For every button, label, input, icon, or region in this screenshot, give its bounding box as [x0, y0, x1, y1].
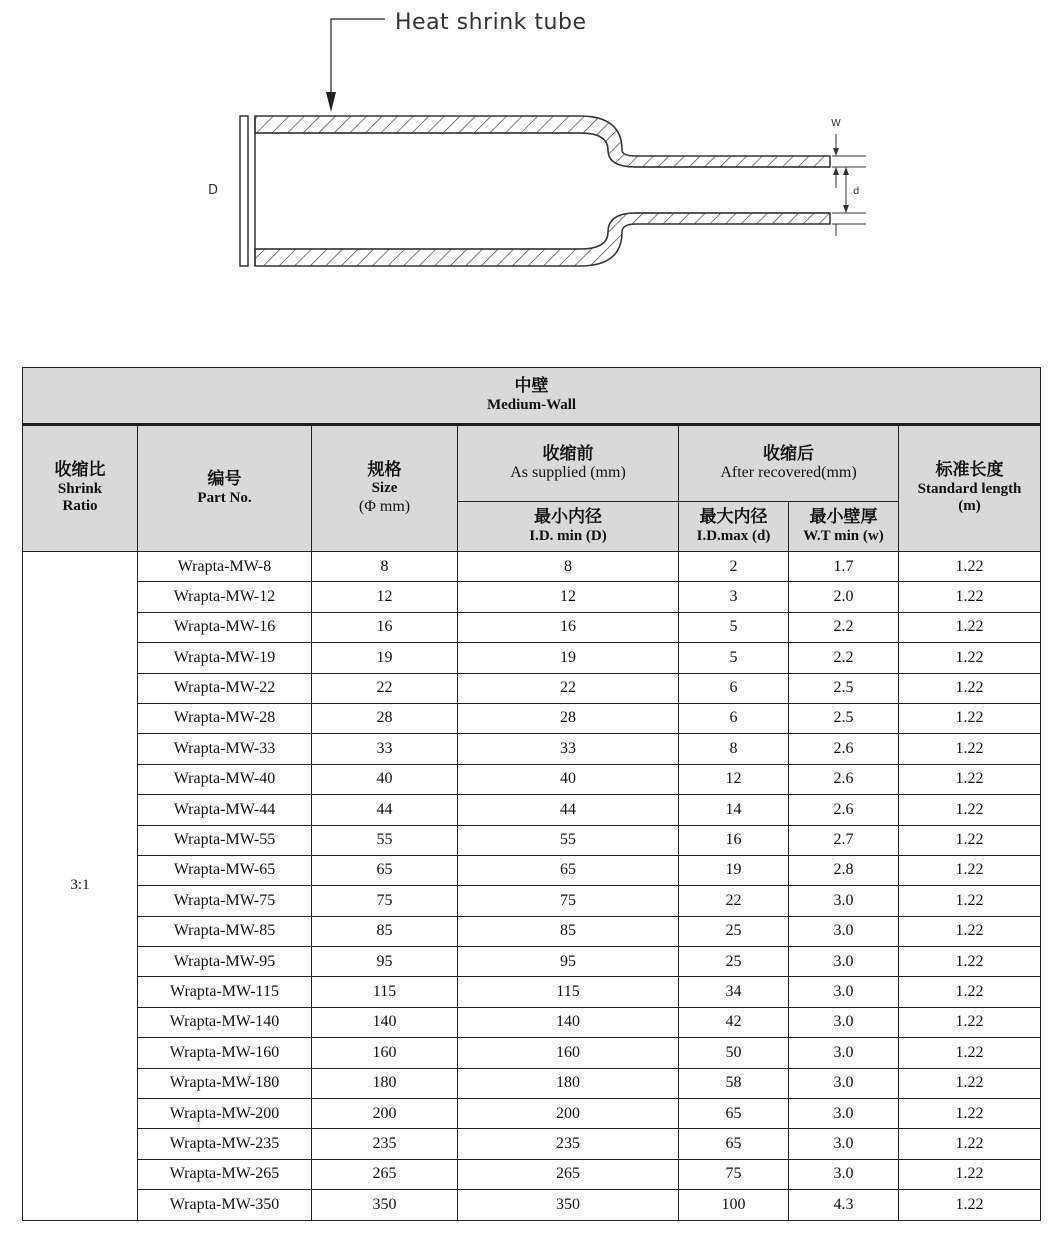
- cell-size: 55: [312, 825, 458, 855]
- cell-size: 115: [312, 977, 458, 1007]
- header-ratio-en-1: Shrink: [57, 481, 103, 498]
- header-id-min-cn: 最小内径: [534, 507, 602, 528]
- cell-id-min: 75: [458, 886, 679, 916]
- title-cn: 中壁: [514, 376, 549, 397]
- cell-wt-min: 3.0: [789, 977, 899, 1007]
- table-row: [23, 1068, 1041, 1098]
- cell-length: 1.22: [899, 643, 1041, 673]
- table-row: [23, 795, 1041, 825]
- cell-size: 235: [312, 1129, 458, 1159]
- header-ratio-en-2: Ratio: [62, 498, 98, 515]
- cell-part: Wrapta-MW-65: [138, 855, 312, 885]
- callout-leader: [326, 19, 385, 112]
- wall-thickness-W-label: W: [831, 118, 841, 129]
- cell-id-min: 115: [458, 977, 679, 1007]
- header-length-en: Standard length: [917, 481, 1022, 498]
- cell-id-max: 25: [679, 947, 789, 977]
- cell-id-max: 6: [679, 673, 789, 703]
- cell-id-min: 85: [458, 916, 679, 946]
- header-id-min: [458, 502, 679, 552]
- cell-id-max: 12: [679, 764, 789, 794]
- cell-wt-min: 3.0: [789, 1068, 899, 1098]
- tube-wall-bottom: [255, 213, 830, 266]
- cell-id-min: 65: [458, 855, 679, 885]
- cell-size: 16: [312, 612, 458, 642]
- table-row: [23, 1190, 1041, 1220]
- cell-id-max: 5: [679, 643, 789, 673]
- table-row: [23, 825, 1041, 855]
- cell-size: 265: [312, 1159, 458, 1189]
- cell-id-max: 58: [679, 1068, 789, 1098]
- cell-size: 8: [312, 552, 458, 582]
- header-wt-min-cn: 最小壁厚: [809, 507, 878, 528]
- cell-id-min: 28: [458, 703, 679, 733]
- cell-id-min: 40: [458, 764, 679, 794]
- cell-size: 160: [312, 1038, 458, 1068]
- cell-id-max: 19: [679, 855, 789, 885]
- cell-id-max: 16: [679, 825, 789, 855]
- header-part-cn: 编号: [207, 469, 242, 490]
- cell-wt-min: 2.6: [789, 734, 899, 764]
- cell-id-min: 44: [458, 795, 679, 825]
- cell-wt-min: 3.0: [789, 1159, 899, 1189]
- cell-id-max: 25: [679, 916, 789, 946]
- cell-wt-min: 3.0: [789, 1129, 899, 1159]
- table-row: [23, 947, 1041, 977]
- cell-part: Wrapta-MW-160: [138, 1038, 312, 1068]
- cell-size: 28: [312, 703, 458, 733]
- cell-length: 1.22: [899, 1007, 1041, 1037]
- cell-part: Wrapta-MW-115: [138, 977, 312, 1007]
- cell-wt-min: 2.0: [789, 582, 899, 612]
- header-supplied-cn: 收缩前: [542, 443, 594, 464]
- cell-wt-min: 2.6: [789, 764, 899, 794]
- cell-id-min: 55: [458, 825, 679, 855]
- header-supplied-en: As supplied (mm): [510, 464, 626, 482]
- cell-part: Wrapta-MW-140: [138, 1007, 312, 1037]
- table-row: [23, 703, 1041, 733]
- cell-length: 1.22: [899, 673, 1041, 703]
- header-wt-min-en: W.T min (w): [803, 527, 884, 544]
- cell-length: 1.22: [899, 552, 1041, 582]
- cell-id-min: 16: [458, 612, 679, 642]
- table-row: [23, 1007, 1041, 1037]
- callout-label: Heat shrink tube: [395, 10, 587, 35]
- cell-length: 1.22: [899, 795, 1041, 825]
- cell-id-min: 200: [458, 1099, 679, 1129]
- cell-id-min: 33: [458, 734, 679, 764]
- cell-part: Wrapta-MW-350: [138, 1190, 312, 1220]
- cell-id-max: 14: [679, 795, 789, 825]
- header-recovered-en: After recovered(mm): [720, 464, 857, 482]
- cell-wt-min: 2.2: [789, 643, 899, 673]
- table-row: [23, 1038, 1041, 1068]
- cell-size: 44: [312, 795, 458, 825]
- header-ratio-cn: 收缩比: [54, 460, 106, 481]
- diameter-D-label: D: [208, 183, 219, 198]
- table-row: [23, 1099, 1041, 1129]
- cell-size: 350: [312, 1190, 458, 1220]
- cell-id-min: 140: [458, 1007, 679, 1037]
- cell-size: 40: [312, 764, 458, 794]
- cell-part: Wrapta-MW-40: [138, 764, 312, 794]
- cell-length: 1.22: [899, 1038, 1041, 1068]
- cell-length: 1.22: [899, 855, 1041, 885]
- header-wt-min: [789, 502, 899, 552]
- cell-id-max: 65: [679, 1099, 789, 1129]
- cell-size: 200: [312, 1099, 458, 1129]
- cell-id-min: 8: [458, 552, 679, 582]
- cell-id-min: 235: [458, 1129, 679, 1159]
- cell-size: 85: [312, 916, 458, 946]
- cell-wt-min: 2.7: [789, 825, 899, 855]
- table-row: [23, 643, 1041, 673]
- cell-wt-min: 2.5: [789, 673, 899, 703]
- header-id-max-en: I.D.max (d): [696, 527, 771, 544]
- cell-wt-min: 2.2: [789, 612, 899, 642]
- cell-length: 1.22: [899, 1159, 1041, 1189]
- table-row: [23, 916, 1041, 946]
- tube-wall-top: [255, 116, 830, 167]
- cell-wt-min: 3.0: [789, 947, 899, 977]
- table-body: [23, 552, 1041, 1221]
- cell-id-min: 265: [458, 1159, 679, 1189]
- tube-end-cap: [240, 116, 248, 266]
- cell-part: Wrapta-MW-85: [138, 916, 312, 946]
- table-row: [23, 673, 1041, 703]
- header-id-max-cn: 最大内径: [699, 507, 768, 528]
- cell-id-min: 180: [458, 1068, 679, 1098]
- cell-length: 1.22: [899, 977, 1041, 1007]
- cell-id-min: 12: [458, 582, 679, 612]
- cell-size: 12: [312, 582, 458, 612]
- cell-part: Wrapta-MW-28: [138, 703, 312, 733]
- cell-id-max: 42: [679, 1007, 789, 1037]
- header-after-recovered: [679, 425, 899, 502]
- cell-part: Wrapta-MW-235: [138, 1129, 312, 1159]
- cell-id-max: 3: [679, 582, 789, 612]
- cell-length: 1.22: [899, 764, 1041, 794]
- cell-id-max: 75: [679, 1159, 789, 1189]
- shrink-ratio-cell: 3:1: [23, 552, 138, 1221]
- header-id-max: [679, 502, 789, 552]
- table-row: [23, 734, 1041, 764]
- cell-length: 1.22: [899, 582, 1041, 612]
- table-row: [23, 1159, 1041, 1189]
- cell-wt-min: 4.3: [789, 1190, 899, 1220]
- cell-length: 1.22: [899, 1068, 1041, 1098]
- cell-id-max: 100: [679, 1190, 789, 1220]
- header-shrink-ratio: [23, 425, 138, 552]
- cell-wt-min: 1.7: [789, 552, 899, 582]
- cell-id-max: 34: [679, 977, 789, 1007]
- table-row: [23, 612, 1041, 642]
- cell-part: Wrapta-MW-180: [138, 1068, 312, 1098]
- header-part-en: Part No.: [197, 489, 252, 506]
- cell-length: 1.22: [899, 1099, 1041, 1129]
- header-size: [312, 425, 458, 552]
- cell-wt-min: 2.5: [789, 703, 899, 733]
- table-title: [23, 368, 1041, 425]
- cell-part: Wrapta-MW-95: [138, 947, 312, 977]
- header-as-supplied: [458, 425, 679, 502]
- cell-id-min: 22: [458, 673, 679, 703]
- cell-wt-min: 3.0: [789, 1099, 899, 1129]
- cell-size: 180: [312, 1068, 458, 1098]
- cell-length: 1.22: [899, 886, 1041, 916]
- header-length-unit: (m): [958, 498, 981, 515]
- dimension-marks: [832, 134, 866, 236]
- cell-size: 75: [312, 886, 458, 916]
- cell-length: 1.22: [899, 825, 1041, 855]
- cell-size: 22: [312, 673, 458, 703]
- cell-id-max: 50: [679, 1038, 789, 1068]
- cell-wt-min: 3.0: [789, 1007, 899, 1037]
- table-row: [23, 977, 1041, 1007]
- cell-wt-min: 3.0: [789, 1038, 899, 1068]
- cell-length: 1.22: [899, 703, 1041, 733]
- table-row: [23, 582, 1041, 612]
- cell-id-max: 8: [679, 734, 789, 764]
- table-row: [23, 764, 1041, 794]
- cell-length: 1.22: [899, 1190, 1041, 1220]
- header-standard-length: [899, 425, 1041, 552]
- cell-id-min: 350: [458, 1190, 679, 1220]
- table-row: [23, 886, 1041, 916]
- cell-length: 1.22: [899, 916, 1041, 946]
- heat-shrink-tube-diagram: [0, 0, 1055, 300]
- header-id-min-en: I.D. min (D): [529, 527, 607, 544]
- cell-part: Wrapta-MW-75: [138, 886, 312, 916]
- table-row: [23, 552, 1041, 582]
- cell-wt-min: 3.0: [789, 886, 899, 916]
- cell-part: Wrapta-MW-8: [138, 552, 312, 582]
- cell-size: 95: [312, 947, 458, 977]
- header-recovered-cn: 收缩后: [763, 443, 814, 464]
- cell-id-max: 65: [679, 1129, 789, 1159]
- cell-wt-min: 2.6: [789, 795, 899, 825]
- cell-part: Wrapta-MW-16: [138, 612, 312, 642]
- cell-part: Wrapta-MW-200: [138, 1099, 312, 1129]
- header-part-no: [138, 425, 312, 552]
- spec-table: [22, 367, 1041, 1221]
- header-size-unit: (Φ mm): [358, 497, 411, 515]
- title-en: Medium-Wall: [486, 396, 577, 413]
- cell-size: 140: [312, 1007, 458, 1037]
- cell-size: 65: [312, 855, 458, 885]
- diameter-d-label: d: [853, 186, 860, 197]
- cell-part: Wrapta-MW-265: [138, 1159, 312, 1189]
- cell-part: Wrapta-MW-33: [138, 734, 312, 764]
- cell-length: 1.22: [899, 1129, 1041, 1159]
- cell-part: Wrapta-MW-19: [138, 643, 312, 673]
- cell-id-max: 6: [679, 703, 789, 733]
- cell-id-min: 19: [458, 643, 679, 673]
- cell-size: 33: [312, 734, 458, 764]
- table-row: [23, 855, 1041, 885]
- header-size-cn: 规格: [367, 459, 402, 480]
- table-row: [23, 1129, 1041, 1159]
- cell-id-max: 22: [679, 886, 789, 916]
- cell-part: Wrapta-MW-22: [138, 673, 312, 703]
- header-length-cn: 标准长度: [935, 460, 1004, 481]
- cell-length: 1.22: [899, 612, 1041, 642]
- cell-part: Wrapta-MW-44: [138, 795, 312, 825]
- header-size-en: Size: [371, 480, 398, 497]
- cell-id-min: 95: [458, 947, 679, 977]
- cell-id-min: 160: [458, 1038, 679, 1068]
- cell-wt-min: 2.8: [789, 855, 899, 885]
- cell-part: Wrapta-MW-12: [138, 582, 312, 612]
- cell-size: 19: [312, 643, 458, 673]
- cell-id-max: 5: [679, 612, 789, 642]
- cell-wt-min: 3.0: [789, 916, 899, 946]
- cell-id-max: 2: [679, 552, 789, 582]
- cell-part: Wrapta-MW-55: [138, 825, 312, 855]
- cell-length: 1.22: [899, 947, 1041, 977]
- cell-length: 1.22: [899, 734, 1041, 764]
